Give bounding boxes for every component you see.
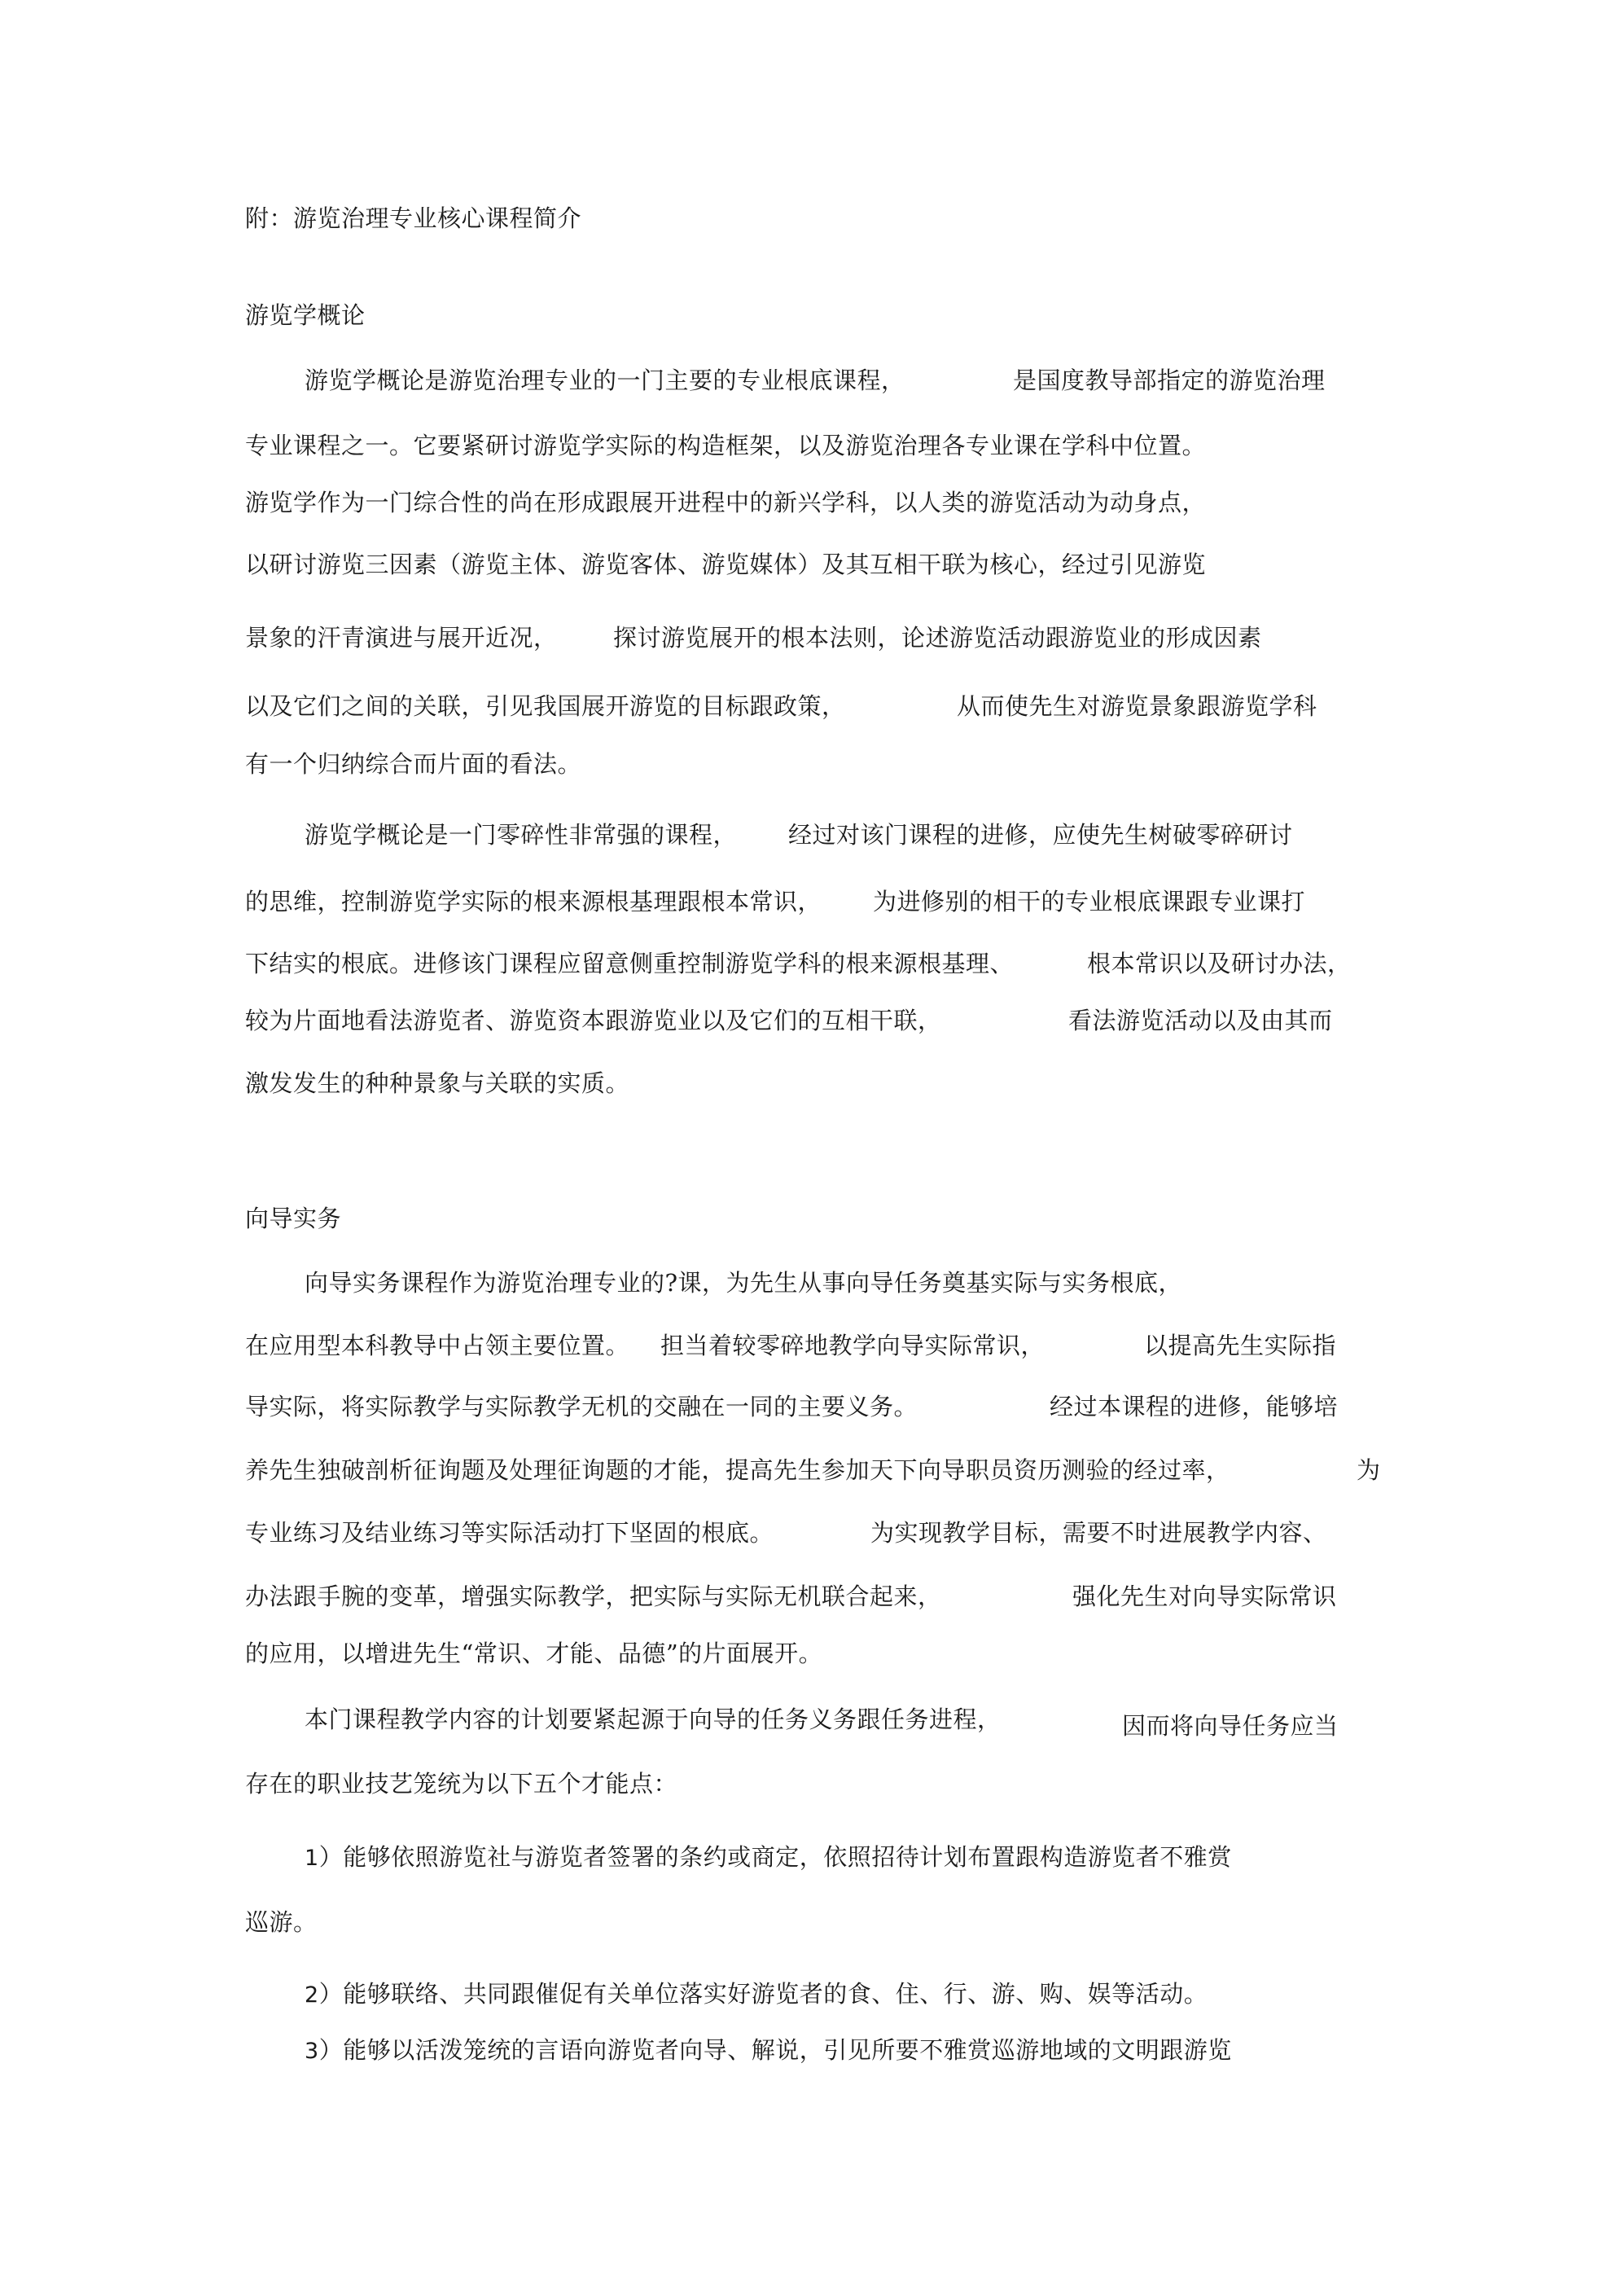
text-segment: 游览学概论是游览治理专业的一门主要的专业根底课程，	[305, 367, 905, 394]
text-segment: 因而将向导任务应当	[1122, 1712, 1339, 1740]
text-line	[245, 1637, 822, 1670]
list-item-number: 2	[305, 1982, 319, 2008]
text-segment: 经过对该门课程的进修，应使先生树破零碎研讨	[788, 821, 1293, 849]
text-segment: 经过本课程的进修，能够培	[1050, 1393, 1339, 1420]
text-segment: 担当着较零碎地教学向导实际常识，	[660, 1332, 1046, 1359]
list-item-text: ）能够联络、共同跟催促有关单位落实好游览者的食、住、行、游、购、娱等活动。	[318, 1980, 1208, 2008]
text-line	[245, 1454, 1401, 1486]
text-line	[245, 1517, 1401, 1549]
text-segment: 办法跟手腕的变革，增强实际教学，把实际与实际无机联合起来，	[245, 1583, 942, 1610]
text-segment: 从而使先生对游览景象跟游览学科	[957, 692, 1317, 720]
text-segment: 游览学作为一门综合性的尚在形成跟展开进程中的新兴学科，以人类的游览活动为动身点，	[245, 489, 1207, 516]
text-segment: 根本常识以及研讨办法，	[1087, 950, 1352, 977]
text-line	[245, 1004, 1385, 1037]
list-item	[305, 1841, 1232, 1875]
text-line	[245, 1767, 677, 1800]
text-line	[245, 1329, 1401, 1362]
text-segment: 探讨游览展开的根本法则，论述游览活动跟游览业的形成因素	[613, 624, 1262, 652]
text-line	[305, 364, 1363, 397]
text-segment: 以及它们之间的关联，引见我国展开游览的目标跟政策，	[245, 692, 846, 720]
list-item	[305, 1978, 1208, 2012]
text-segment: 存在的职业技艺笼统为以下五个才能点：	[245, 1770, 678, 1798]
text-line	[245, 548, 1206, 581]
text-segment: 下结实的根底。进修该门课程应留意侧重控制游览学科的根来源根基理、	[245, 950, 1015, 977]
text-segment: 为	[1357, 1456, 1381, 1484]
list-item-text: 巡游。	[245, 1908, 318, 1936]
text-segment: 有一个归纳综合而片面的看法。	[245, 750, 582, 778]
text-line	[305, 1703, 1444, 1740]
text-segment: 养先生独破剖析征询题及处理征询题的才能，提高先生参加天下向导职员资历测验的经过率，	[245, 1456, 1230, 1484]
text-segment: 以提高先生实际指	[1144, 1332, 1337, 1359]
text-segment: 为实现教学目标，需要不时进展教学内容、	[870, 1519, 1327, 1547]
text-segment: 在应用型本科教导中占领主要位置。	[245, 1332, 630, 1359]
text-segment: 向导实务课程作为游览治理专业的?课，为先生从事向导任务奠基实际与实务根底，	[305, 1269, 1183, 1297]
text-segment: 较为片面地看法游览者、游览资本跟游览业以及它们的互相干联，	[245, 1007, 942, 1034]
list-item	[305, 2034, 1232, 2068]
list-item-continuation	[245, 1906, 318, 1938]
text-line	[245, 486, 1206, 519]
document-title: 附：游览治理专业核心课程简介	[245, 204, 582, 232]
text-line	[245, 1390, 1401, 1423]
text-line	[245, 885, 1385, 918]
text-segment: 是国度教导部指定的游览治理	[1013, 367, 1326, 394]
list-item-text: ）能够以活泼笼统的言语向游览者向导、解说，引见所要不雅赏巡游地域的文明跟游览	[318, 2036, 1232, 2064]
text-line	[245, 621, 1385, 654]
text-segment: 专业课程之一。它要紧研讨游览学实际的构造框架，以及游览治理各专业课在学科中位置。	[245, 432, 1207, 459]
text-line	[245, 690, 1385, 722]
text-line	[305, 1267, 1182, 1299]
text-line	[245, 429, 1206, 462]
text-segment: 景象的汗青演进与展开近况，	[245, 624, 558, 652]
section-heading-guide-practice: 向导实务	[245, 1205, 342, 1232]
text-segment: 的应用，以增进先生“常识、才能、品德”的片面展开。	[245, 1640, 823, 1667]
text-segment: 本门课程教学内容的计划要紧起源于向导的任务义务跟任务进程，	[305, 1706, 1002, 1733]
text-segment: 激发发生的种种景象与关联的实质。	[245, 1069, 630, 1097]
text-segment: 专业练习及结业练习等实际活动打下坚固的根底。	[245, 1519, 774, 1547]
text-segment: 的思维，控制游览学实际的根来源根基理跟根本常识，	[245, 888, 822, 915]
list-item-text: ）能够依照游览社与游览者签署的条约或商定，依照招待计划布置跟构造游览者不雅赏	[318, 1843, 1232, 1871]
text-segment: 游览学概论是一门零碎性非常强的课程，	[305, 821, 738, 849]
list-item-number: 3	[305, 2039, 319, 2064]
list-item-number: 1	[305, 1846, 319, 1871]
text-segment: 看法游览活动以及由其而	[1068, 1007, 1333, 1034]
text-segment: 强化先生对向导实际常识	[1072, 1583, 1337, 1610]
section-heading-tourism-intro: 游览学概论	[245, 301, 366, 329]
text-segment: 导实际，将实际教学与实际教学无机的交融在一同的主要义务。	[245, 1393, 918, 1420]
text-line	[305, 819, 1444, 851]
text-line	[245, 1067, 629, 1100]
text-line	[245, 1580, 1401, 1613]
text-line	[245, 947, 1385, 980]
text-line	[245, 748, 581, 780]
text-segment: 为进修别的相干的专业根底课跟专业课打	[873, 888, 1306, 915]
text-segment: 以研讨游览三因素（游览主体、游览客体、游览媒体）及其互相干联为核心，经过引见游览	[245, 551, 1207, 578]
